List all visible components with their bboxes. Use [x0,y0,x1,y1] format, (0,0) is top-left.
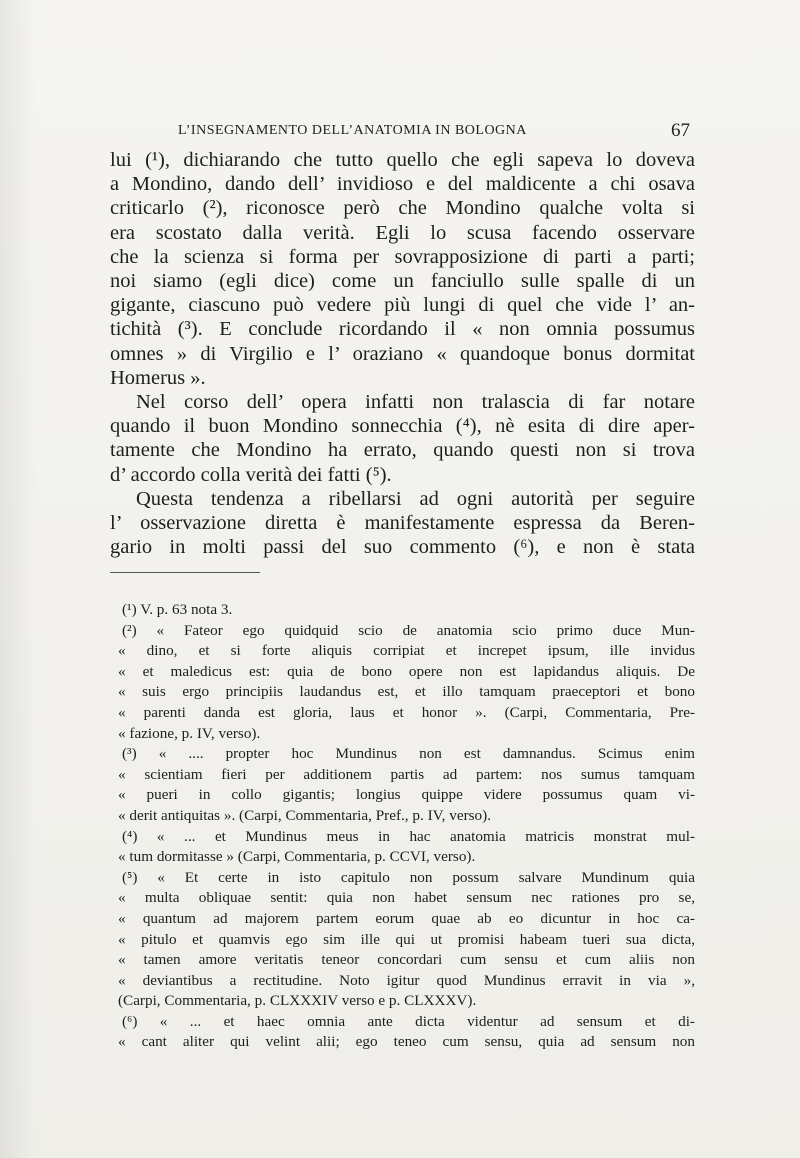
footnote-line: « et maledicus est: quia de bono opere non est lapidandus aliquis. De [118,662,695,680]
footnote-line: « quantum ad majorem partem eorum quae ab eo dicuntur in hoc ca- [118,909,695,927]
footnote-line: « dino, et si forte aliquis corripiat et increpet ipsum, ille invidus [118,642,695,660]
footnote-line: (⁴) « ... et Mundinus meus in hac anatomia matricis monstrat mul- [122,827,695,845]
footnote-line: (²) « Fateor ego quidquid scio de anatomia scio primo duce Mun- [122,621,695,639]
text-line: Nel corso dell’ opera infatti non tralascia di far notare [136,391,695,414]
text-line: tichità (³). E conclude ricordando il « non omnia possumus [110,318,695,341]
footnote-line: « pueri in collo gigantis; longius quippe videre possumus quam vi- [118,786,695,804]
text-line: noi siamo (egli dice) come un fanciullo sulle spalle di un [110,270,695,293]
footnote-line: « fazione, p. IV, verso). [118,724,261,742]
footnote-line: « derit antiquitas ». (Carpi, Commentaria, Pref., p. IV, verso). [118,806,491,824]
running-title: L’INSEGNAMENTO DELL’ANATOMIA IN BOLOGNA [178,123,527,138]
footnote-line: « parenti danda est gloria, laus et honor ». (Carpi, Commentaria, Pre- [118,703,695,721]
main-text [110,148,695,559]
footnote-line: (Carpi, Commentaria, p. CLXXXIV verso e p. CLXXXV). [118,992,477,1010]
text-line: criticarlo (²), riconosce però che Mondino qualche volta si [110,197,695,220]
footnote-line: « deviantibus a rectitudine. Noto igitur quod Mundinus erravit in via », [118,971,695,989]
footnote-line: « cant aliter qui velint alii; ego teneo cum sensu, quia ad sensum non [118,1033,695,1051]
footnote-line: « pitulo et quamvis ego sim ille qui ut promisi habeam tueri sua dicta, [118,930,695,948]
text-line: omnes » di Virgilio e l’ oraziano « quandoque bonus dormitat [110,342,695,365]
footnote-line: (⁵) « Et certe in isto capitulo non possum salvare Mundinum quia [122,868,695,886]
text-line: gigante, ciascuno può vedere più lungi di quel che vide l’ an- [110,294,695,317]
running-header [178,120,690,147]
text-line: tamente che Mondino ha errato, quando questi non si trova [110,439,695,462]
text-line: lui (¹), dichiarando che tutto quello che egli sapeva lo doveva [110,149,695,171]
text-line: d’ accordo colla verità dei fatti (⁵). [110,463,392,486]
text-line: Questa tendenza a ribellarsi ad ogni autorità per seguire [136,487,695,510]
footnote-line: « suis ergo principiis laudandus est, et illo tamquam praeceptori et bono [118,683,695,701]
text-line: che la scienza si forma per sovrapposizione di parti a parti; [110,245,695,268]
text-line: quando il buon Mondino sonnecchia (⁴), nè esita di dire aper- [110,415,695,438]
page-number: 67 [671,120,690,141]
text-line: a Mondino, dando dell’ invidioso e del maldicente a chi osava [110,173,695,196]
footnote-line: (⁶) « ... et haec omnia ante dicta videntur ad sensum et di- [122,1012,695,1030]
footnote-separator [110,572,260,573]
text-line: l’ osservazione diretta è manifestamente espressa da Beren- [110,512,695,535]
footnote-line: (¹) V. p. 63 nota 3. [122,601,233,618]
footnote-line: « scientiam fieri per additionem partis ad partem: nos sumus tamquam [118,765,695,783]
text-line: gario in molti passi del suo commento (⁶), e non è stata [110,536,695,559]
footnote-line: (³) « .... propter hoc Mundinus non est damnandus. Scimus enim [122,745,695,763]
footnotes [118,600,695,1053]
text-line: era scostato dalla verità. Egli lo scusa facendo osservare [110,221,695,244]
text-line: Homerus ». [110,366,206,389]
footnote-line: « multa obliquae sentit: quia non habet sensum nec rationes pro se, [118,889,695,907]
footnote-line: « tamen amore veritatis teneor concordari cum sensu et cum aliis non [118,951,695,969]
footnote-line: « tum dormitasse » (Carpi, Commentaria, p. CCVI, verso). [118,848,476,866]
